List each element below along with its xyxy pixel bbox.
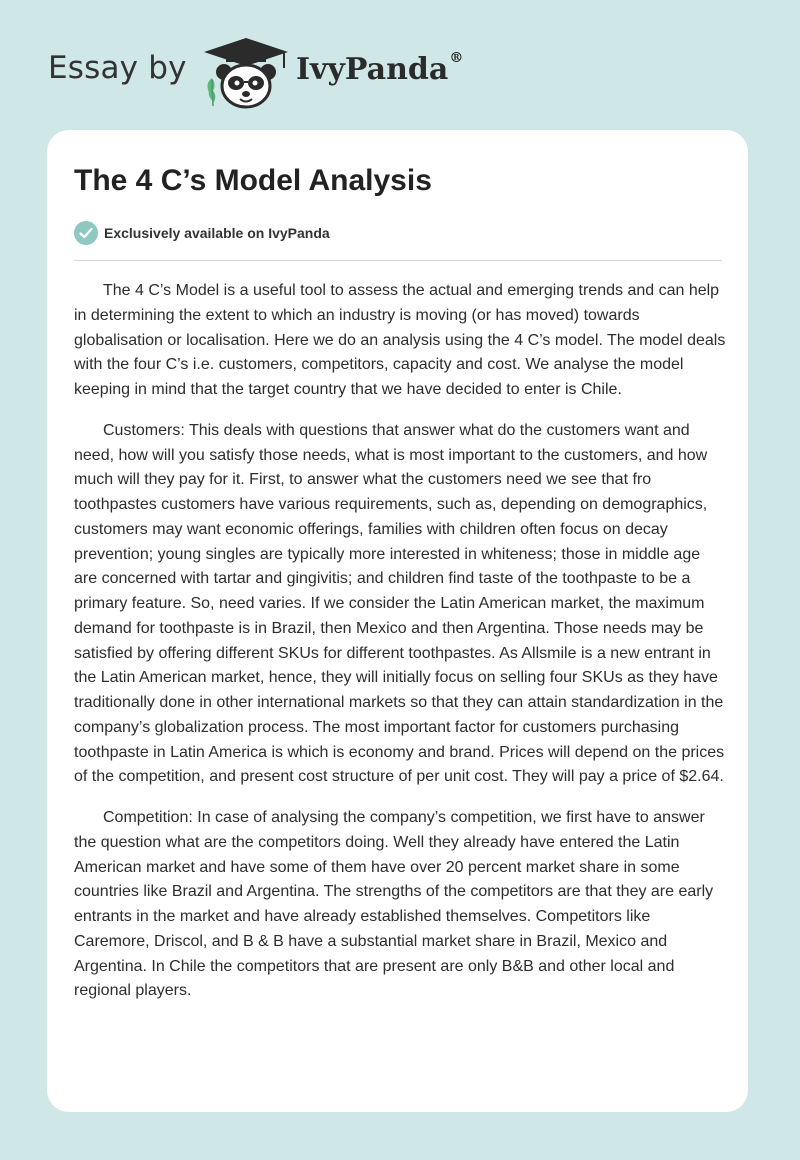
essay-by-label: Essay by (48, 50, 187, 86)
article-body (74, 279, 726, 1020)
registered-mark: ® (449, 50, 464, 66)
article-card (47, 130, 748, 1112)
site-header (0, 0, 800, 130)
page-title: The 4 C’s Model Analysis (74, 164, 432, 197)
badge-text: Exclusively available on IvyPanda (104, 225, 330, 241)
paragraph-intro: The 4 C’s Model is a useful tool to assess the actual and emerging trends and can help in determining the extent to which an industry is moving (or has moved) towards globalisation or localisation. Here we do an analysis using the 4 C’s model. The model deals with the four C’s i.e. customers, competitors, capacity and cost. We analyse the model keeping in mind that the target country that we have decided to enter is Chile. (74, 282, 726, 398)
paragraph-competition: Competition: In case of analysing the company’s competition, we first have to answer the question what are the competitors doing. Well they already have entered the Latin American market and have some of them have over 20 percent market share in some countries like Brazil and Argentina. The strengths of the competitors are that they are early entrants in the market and have already established themselves. Competitors like Caremore, Driscol, and B & B have a substantial market share in Brazil, Mexico and Argentina. In Chile the competitors that are present are only B&B and other local and regional players. (74, 809, 714, 1000)
exclusive-badge (74, 220, 330, 246)
paragraph-customers: Customers: This deals with questions that answer what do the customers want and need, how will you satisfy those needs, what is most important to the customers, and how much will they pay for it. First, to answer what the customers need we see that fro toothpastes customers have various requirements, such as, depending on demographics, customers may want economic offerings, families with children often focus on decay prevention; young singles are typically more interested in whiteness; those in middle age are concerned with tartar and gingivitis; and children find taste of the toothpaste to be a primary feature. So, need varies. If we consider the Latin American market, the maximum demand for toothpaste is in Brazil, then Mexico and then Argentina. Those needs may be satisfied by offering different SKUs for different toothpastes. As Allsmile is a new entrant in the Latin American market, hence, they will initially focus on selling four SKUs as they have traditionally done in other international markets so that they can attain standardization in the company’s globalization process. The most important factor for customers purchasing toothpaste in Latin America is which is economy and brand. Prices will depend on the prices of the competition, and present cost structure of per unit cost. They will pay a price of $2.64. (74, 421, 725, 786)
panda-graduate-logo-icon (200, 36, 292, 110)
check-circle-icon (74, 221, 98, 245)
brand-name-text: IvyPanda (296, 52, 449, 87)
brand-name[interactable] (296, 52, 463, 87)
divider (74, 260, 722, 261)
